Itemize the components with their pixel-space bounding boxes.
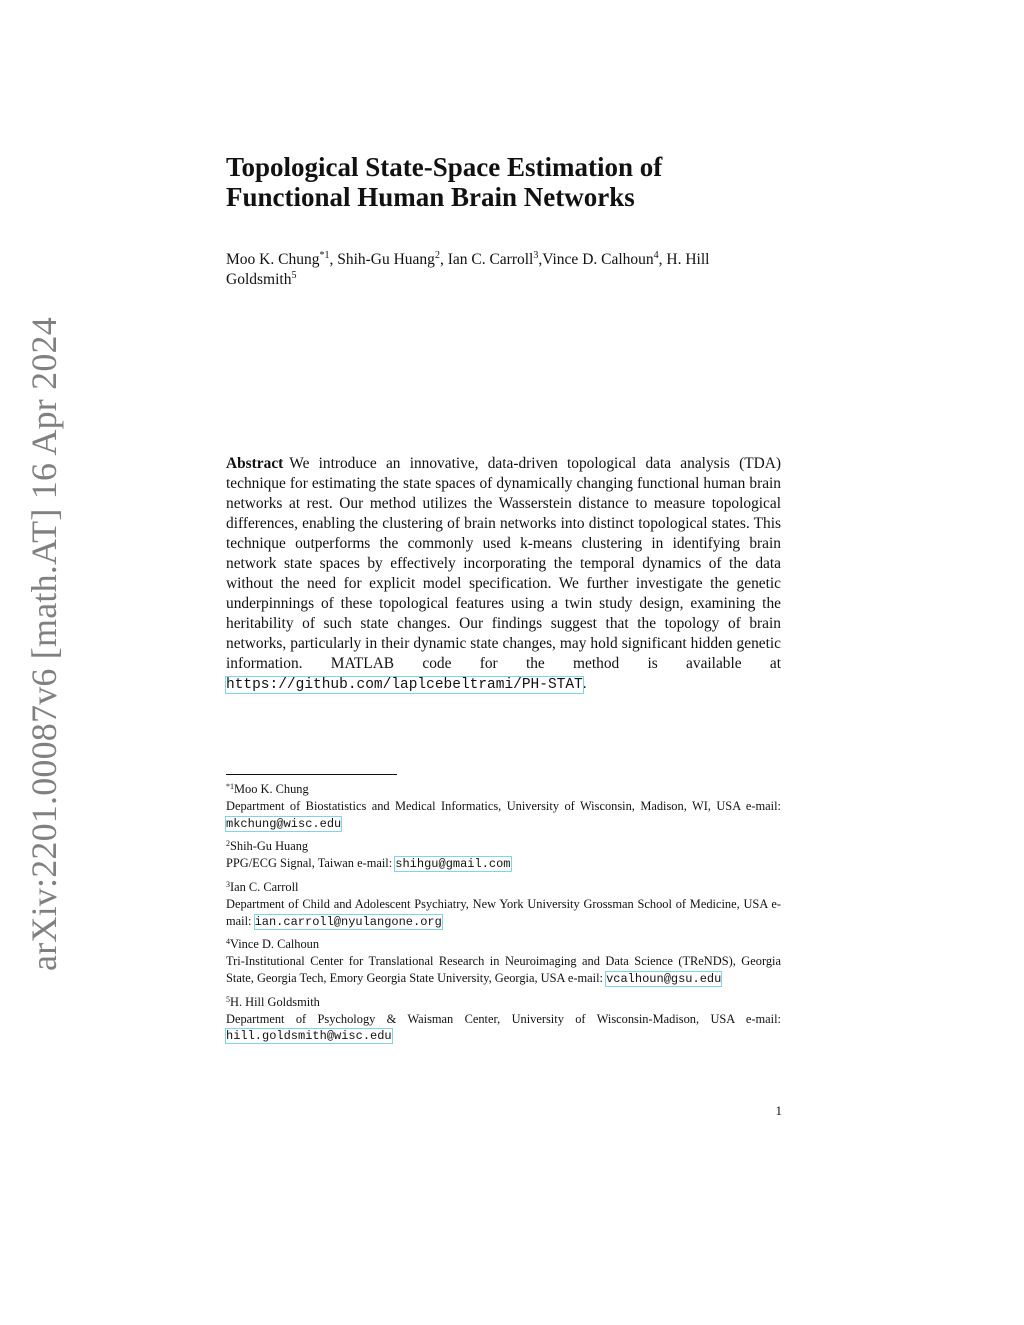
- footnote-author-name: Shih-Gu Huang: [230, 839, 309, 854]
- code-repository-link[interactable]: https://github.com/laplcebeltrami/PH-STAT: [226, 677, 583, 693]
- author-separator: ,: [329, 251, 338, 268]
- footnote-rule: [226, 774, 397, 775]
- author-separator: ,: [538, 251, 543, 268]
- paper-title: [226, 152, 786, 212]
- author-mark: 5: [291, 270, 297, 281]
- author-name: Shih-Gu Huang: [337, 251, 435, 268]
- author-name: H. Hill Goldsmith: [226, 251, 710, 288]
- email-link[interactable]: hill.goldsmith@wisc.edu: [226, 1029, 392, 1044]
- author-separator: ,: [439, 251, 448, 268]
- footnote-affiliation: Tri-Institutional Center for Translational Research in Neuroimaging and Data Science (TReNDS), Georgia State, Georgia Tech, Emory Georgia State University, Georgia, USA e-mail:: [226, 954, 781, 985]
- footnote-author: [226, 936, 781, 953]
- email-link[interactable]: ian.carroll@nyulangone.org: [254, 914, 442, 929]
- footnote-affiliation: Department of Psychology & Waisman Center, University of Wisconsin-Madison, USA e-mail:: [226, 1011, 781, 1026]
- footnote-affiliation: PPG/ECG Signal, Taiwan e-mail:: [226, 856, 393, 871]
- email-link[interactable]: mkchung@wisc.edu: [226, 816, 342, 831]
- footnote-author-name: Vince D. Calhoun: [230, 937, 320, 952]
- footnote-author: [226, 838, 781, 855]
- author-mark: 3: [533, 250, 539, 261]
- footnote-mark: 2: [226, 839, 230, 849]
- author-mark: 2: [434, 250, 440, 261]
- footnote-author-name: Moo K. Chung: [234, 782, 309, 796]
- title-line-2: Functional Human Brain Networks: [226, 182, 635, 212]
- footnote-author: [226, 781, 781, 798]
- footnote-author: [226, 994, 781, 1011]
- footnote-affiliation: Department of Child and Adolescent Psychiatry, New York University Grossman School of Medicine, USA e-mail:: [226, 896, 781, 928]
- footnote-affiliation: Department of Biostatistics and Medical Informatics, University of Wisconsin, Madison, WI, USA e-mail:: [226, 798, 781, 813]
- email-link[interactable]: vcalhoun@gsu.edu: [606, 971, 722, 986]
- author-name: Moo K. Chung: [226, 251, 320, 268]
- footnote-mark: 5: [226, 994, 230, 1004]
- footnote-author-name: Ian C. Carroll: [230, 879, 299, 894]
- abstract: [226, 454, 781, 695]
- footnotes: [226, 781, 781, 1051]
- footnote-author: [226, 879, 781, 896]
- author-list: [226, 250, 782, 290]
- abstract-end: .: [582, 675, 587, 692]
- title-line-1: Topological State-Space Estimation of: [226, 152, 663, 182]
- email-link[interactable]: shihgu@gmail.com: [395, 857, 511, 872]
- footnote: [226, 781, 781, 832]
- abstract-label: Abstract: [226, 455, 284, 472]
- footnote-mark: 3: [226, 879, 230, 889]
- abstract-text: We introduce an innovative, data-driven topological data analysis (TDA) technique for estimating the state spaces of dynamically changing functional human brain networks at rest. Our method utilizes the Wasserstein distance to measure topological differences, enabling the clustering of brain networks into distinct topological states. This technique outperforms the commonly used k-means clustering in identifying brain network state spaces by effectively incorporating the temporal dynamics of the data without the need for explicit model specification. We further investigate the genetic underpinnings of these topological features using a twin study design, examining the heritability of such state changes. Our findings suggest that the topology of brain networks, particularly in their dynamic state changes, may hold significant hidden genetic information. MATLAB code for the method is available at: [226, 455, 781, 672]
- footnote: [226, 879, 781, 930]
- footnote: [226, 936, 781, 987]
- author-mark: *1: [319, 250, 330, 261]
- author-separator: ,: [658, 251, 667, 268]
- footnote-author-name: H. Hill Goldsmith: [230, 994, 320, 1009]
- author-mark: 4: [653, 250, 659, 261]
- arxiv-identifier: arXiv:2201.00087v6 [math.AT] 16 Apr 2024: [24, 317, 64, 971]
- footnote: [226, 838, 781, 873]
- author-name: Ian C. Carroll: [447, 251, 534, 268]
- page-number: 1: [775, 1103, 782, 1118]
- footnote-mark: 4: [226, 937, 230, 947]
- author-name: Vince D. Calhoun: [542, 251, 654, 268]
- footnote: [226, 994, 781, 1045]
- footnote-mark: *1: [226, 782, 234, 791]
